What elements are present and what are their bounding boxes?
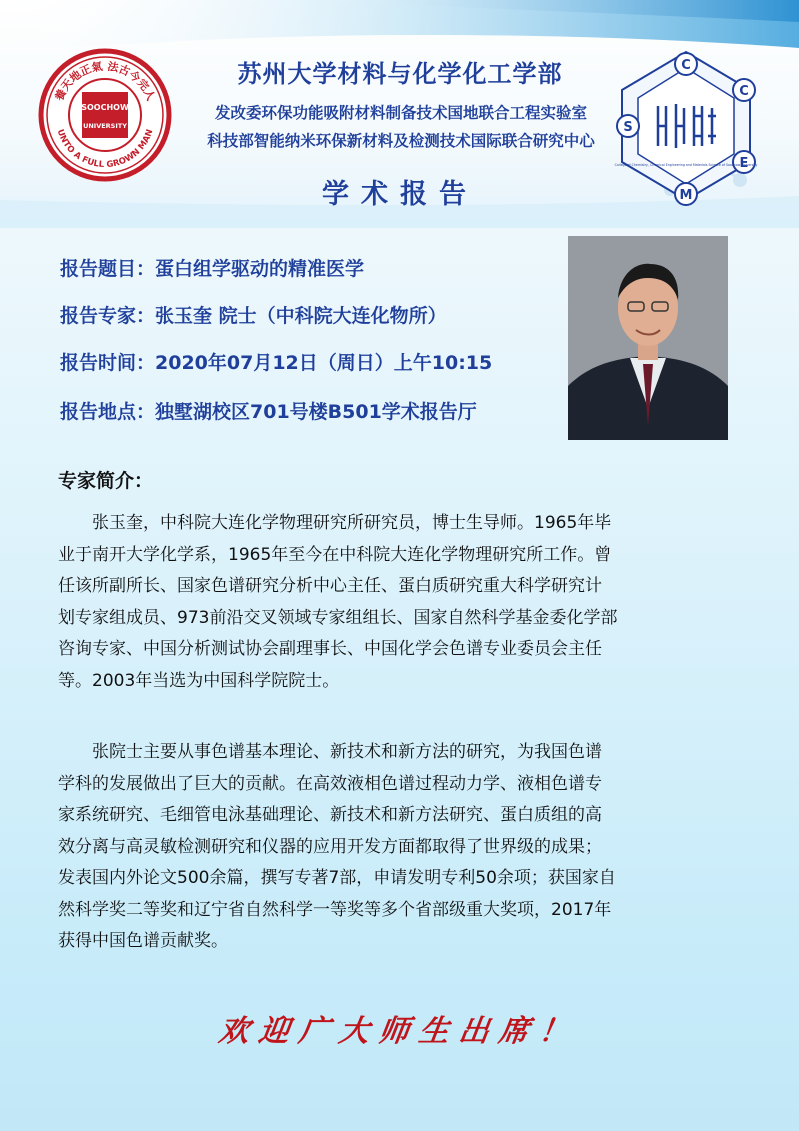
speaker-photo [568, 236, 728, 440]
bio-line: 咨询专家、中国分析测试协会副理事长、中国化学会色谱专业委员会主任 [58, 639, 602, 659]
college-logo-text-en: College of Chemistry, Chemical Engineering and Materials Science of Soochow University [614, 163, 758, 167]
bio-paragraph-2 [58, 737, 748, 958]
college-logo-icon [612, 46, 760, 206]
bio-section-label: 专家简介： [58, 470, 154, 492]
bio-line: 家系统研究、毛细管电泳基础理论、新技术和新方法研究、蛋白质组的高 [58, 805, 602, 825]
college-logo-letter-5: S [623, 120, 633, 135]
header-banner [0, 0, 799, 228]
report-topic: 报告题目：蛋白组学驱动的精准医学 [60, 258, 365, 280]
institution-subtitle-2: 科技部智能纳米环保新材料及检测技术国际联合研究中心 [207, 132, 595, 150]
college-logo-letter-2: C [739, 84, 749, 99]
soochow-university-logo-icon [38, 48, 172, 182]
report-speaker: 报告专家：张玉奎 院士（中科院大连化物所） [60, 305, 447, 327]
bio-line: 然科学奖二等奖和辽宁省自然科学一等奖等多个省部级重大奖项，2017年 [58, 899, 612, 920]
welcome-message: 欢迎广大师生出席！ [216, 1014, 582, 1049]
college-logo-letter-4: M [679, 188, 693, 203]
speaker-portrait-icon [568, 236, 728, 440]
college-logo-letter-1: C [681, 58, 691, 73]
report-time: 报告时间：2020年07月12日（周日）上午10:15 [60, 352, 493, 374]
bio-line: 发表国内外论文500余篇，撰写专著7部，申请发明专利50余项；获国家自 [58, 868, 616, 888]
bio-line: 效分离与高灵敏检测研究和仪器的应用开发方面都取得了世界级的成果； [58, 836, 602, 857]
logo-left-text-bottom: UNTO A FULL GROWN MAN [54, 128, 156, 171]
bio-line: 获得中国色谱贡献奖。 [58, 931, 228, 951]
bio-line: 张玉奎，中科院大连化学物理研究所研究员，博士生导师。1965年毕 [58, 513, 612, 533]
bio-paragraph-1 [58, 508, 748, 697]
college-logo-letter-3: E [739, 156, 749, 171]
bio-line: 划专家组成员、973前沿交叉领域专家组组长、国家自然科学基金委化学部 [58, 607, 618, 628]
institution-subtitle-1: 发改委环保功能吸附材料制备技术国地联合工程实验室 [214, 104, 587, 122]
bio-line: 学科的发展做出了巨大的贡献。在高效液相色谱过程动力学、液相色谱专 [58, 773, 602, 794]
bio-line: 等。2003年当选为中国科学院院士。 [58, 670, 340, 691]
report-location: 报告地点：独墅湖校区701号楼B501学术报告厅 [60, 401, 477, 423]
logo-left-text-center-2: UNIVERSITY [83, 122, 127, 130]
logo-left-text-top: 養天地正氣 法古今完人 [52, 59, 158, 103]
bio-line: 任该所副所长、国家色谱研究分析中心主任、蛋白质研究重大科学研究计 [58, 576, 602, 596]
logo-left-text-center-1: SOOCHOW [81, 103, 129, 112]
institution-title: 苏州大学材料与化学化工学部 [237, 60, 563, 88]
bio-line: 张院士主要从事色谱基本理论、新技术和新方法的研究，为我国色谱 [58, 742, 602, 762]
bio-line: 业于南开大学化学系，1965年至今在中科院大连化学物理研究所工作。曾 [58, 544, 612, 565]
report-title: 学术报告 [322, 179, 478, 210]
